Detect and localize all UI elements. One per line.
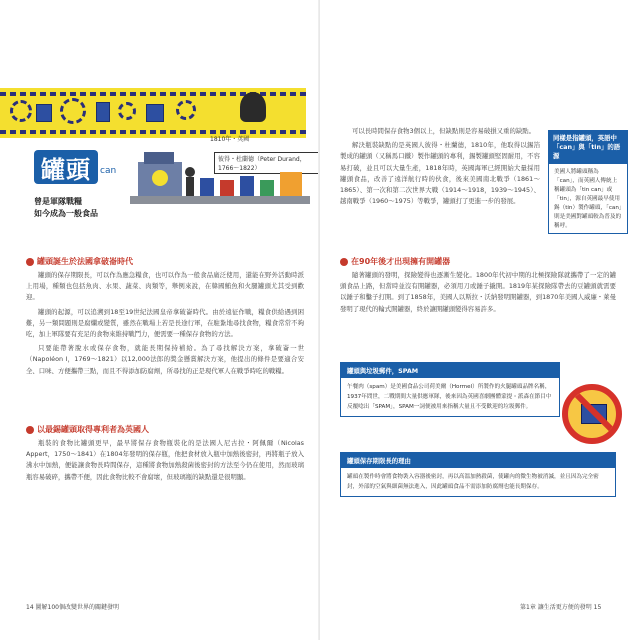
subtitle-line: 如今成為一般食品	[34, 209, 98, 218]
inventor-portrait	[240, 92, 266, 122]
can-shape	[220, 180, 234, 196]
machine-top	[144, 152, 174, 164]
sidebar-box-text: 美國人將罐頭稱為「can」，而英國人傳統上稱罐頭為「tin can」或「tin」，源自英國最早使用錫（tin）製作罐頭，「can」則是美國對罐頭較為普及的稱呼。	[554, 169, 622, 229]
section-heading-text: 罐頭誕生於法國拿破崙時代	[37, 257, 133, 266]
factory-illustration	[130, 142, 310, 224]
page-subtitle	[34, 196, 124, 220]
spam-box-text: 午餐肉（spam）是美國食品公司荷美爾（Hormel）所製作的火腿罐頭品牌名稱，1937年問世，二戰期間大量供應軍隊，後來因為英國喜劇團體蒙提・派森在節目中反覆唸出「SPAM」，SPAM一詞便被用來指稱大量且不受歡迎的垃圾郵件。	[347, 384, 552, 410]
page-folio: 14 圖解100個改變世界的關鍵發明	[26, 604, 119, 611]
can-shape	[260, 180, 274, 196]
gear-icon	[176, 100, 196, 120]
section-body	[26, 270, 304, 380]
spam-info-box	[340, 362, 560, 417]
page-title: 罐頭	[34, 150, 98, 184]
storage-box-text: 罐頭在製作時會將食物裝入容器後密封，再以高溫加熱殺菌，使罐內的微生物被消滅，並且因為完全密封，外部的空氣與細菌無法進入，因此罐頭食品不需添加防腐劑也能長期保存。	[347, 474, 599, 490]
section-body	[340, 270, 616, 318]
banner-date: 1810年・英國	[210, 136, 250, 143]
subtitle-line: 曾是軍隊戰糧	[34, 197, 82, 206]
page-title-english: can	[100, 166, 117, 176]
worker-body	[186, 177, 194, 196]
section-heading-text: 以最錫罐頭取得專利者為英國人	[37, 425, 149, 434]
paragraph: 可以長時間保存食物3個以上，但缺點則是容易破損又重的缺點。	[352, 127, 536, 135]
gear-icon	[118, 102, 136, 120]
can-icon	[96, 102, 110, 122]
paragraph: 罐頭的起源，可以追溯到18至19世紀法國皇帝拿破崙時代。由於遠征作戰，糧食供給遇到困難，另一類問題則是腐爛或變質，雖然在戰場上若是長途行軍，在駐紮地尋找食物，糧食常常不夠吃，加上軍隊要有充足的食物來維持戰鬥力，便需要一種保存食物的方法。	[26, 307, 304, 339]
sidebar-box-title: 同樣是指罐頭，英語中「can」與「tin」的語源	[549, 131, 627, 164]
banner-name: 彼得・杜蘭德（Peter Durand，1766〜1822）	[214, 152, 320, 174]
storage-box-title: 罐頭保存期限長的理由	[341, 453, 615, 468]
machine-dial	[152, 170, 168, 186]
right-page	[320, 0, 640, 640]
conveyor-belt	[130, 196, 310, 204]
paragraph: 瓶裝的食物比罐頭更早，最早將保存食物瓶裝化的是法國人尼古拉・阿佩爾（Nicolas Appert，1750〜1841）在1804年發明的保存瓶，他把食材放入瓶中加熱後密封，再將瓶子放入沸水中加熱，便能讓食物長時間保存，這種將食物加熱殺菌後密封的方法至今仍在使用，然而玻璃瓶容易破碎，攜帶不便，因此食物比較不會腐壞，但玻璃瓶的缺點還是很明顯。	[26, 439, 304, 481]
can-shape	[200, 178, 214, 196]
page-folio: 第1章 讓生活更方便的發明 15	[520, 604, 602, 611]
can-shape	[240, 176, 254, 196]
bullet-icon	[26, 426, 34, 434]
no-spam-sign-icon	[562, 384, 622, 444]
spam-box-title: 罐頭與垃圾郵件，SPAM	[341, 363, 559, 378]
paragraph: 隨著罐頭的發明，探險變得也逐漸生變化。1800年代初中期的北極探險隊就攜帶了一定的罐頭食品上路，但當時並沒有開罐器，必須用刀或錘子撬開。1819年某探險隊帶去的豆罐頭就需要以錘子和鑿子打開。到了1858年，美國人以斯拉・沃納發明開罐器，到1870年美國人威廉・萊曼發明了現代的輪式開罐器，終於讓開罐頭變得容易許多。	[340, 271, 616, 313]
section-heading	[340, 256, 450, 267]
can-icon	[36, 104, 52, 122]
storage-info-box	[340, 452, 616, 497]
worker-head	[185, 167, 195, 177]
section-heading	[26, 424, 149, 435]
paragraph: 罐頭的保存期限長，可以作為應急糧食，也可以作為一般食品廣泛使用，還能在野外活動時派上用場，種類也包括魚肉、水果、蔬菜、肉類等，舉例來說，在韓國鮪魚和火腿罐頭尤其受到歡迎。	[26, 271, 304, 302]
bullet-icon	[26, 258, 34, 266]
section-heading-text: 在90年後才出現擁有開罐器	[351, 257, 451, 266]
bullet-icon	[340, 258, 348, 266]
prohibition-bar	[569, 387, 622, 444]
section-heading	[26, 256, 133, 267]
paragraph: 解決瓶裝缺點的是英國人彼得・杜蘭德，1810年，他取得以錫箔製成的罐頭（又稱馬口鐵）製作罐頭的專利，錫製罐頭堅固耐用，不容易打破，並且可以大量生產，1818年時，英國海軍已經開始大量採用罐頭食品，改善了遠洋航行時的伙食，後來美國南北戰爭（1861〜1865）、第一次和第二次世界大戰（1914〜1918，1939〜1945）、越南戰爭（1960〜1975）等戰爭，罐頭打了更進一步的發展。	[340, 141, 540, 206]
sidebar-box	[548, 130, 628, 234]
gear-icon	[10, 100, 32, 122]
can-icon	[146, 104, 164, 122]
paragraph: 只要能帶著脫水或保存食物，就能長期保持補給。為了尋找解決方案，拿破崙一世（Napoléon I，1769〜1821）以12,000法郎的獎金懸賞解決方案，他提出的條件是要適合安全、口味、方便攜帶三點，而且不得添加防腐劑，所尋找的正是現代軍人在戰爭時吃的戰糧。	[26, 344, 304, 375]
banner-stripe-bottom	[0, 130, 306, 134]
section-body	[340, 126, 540, 210]
section-body	[26, 438, 304, 486]
crate-shape	[280, 172, 302, 196]
gear-icon	[60, 98, 86, 124]
